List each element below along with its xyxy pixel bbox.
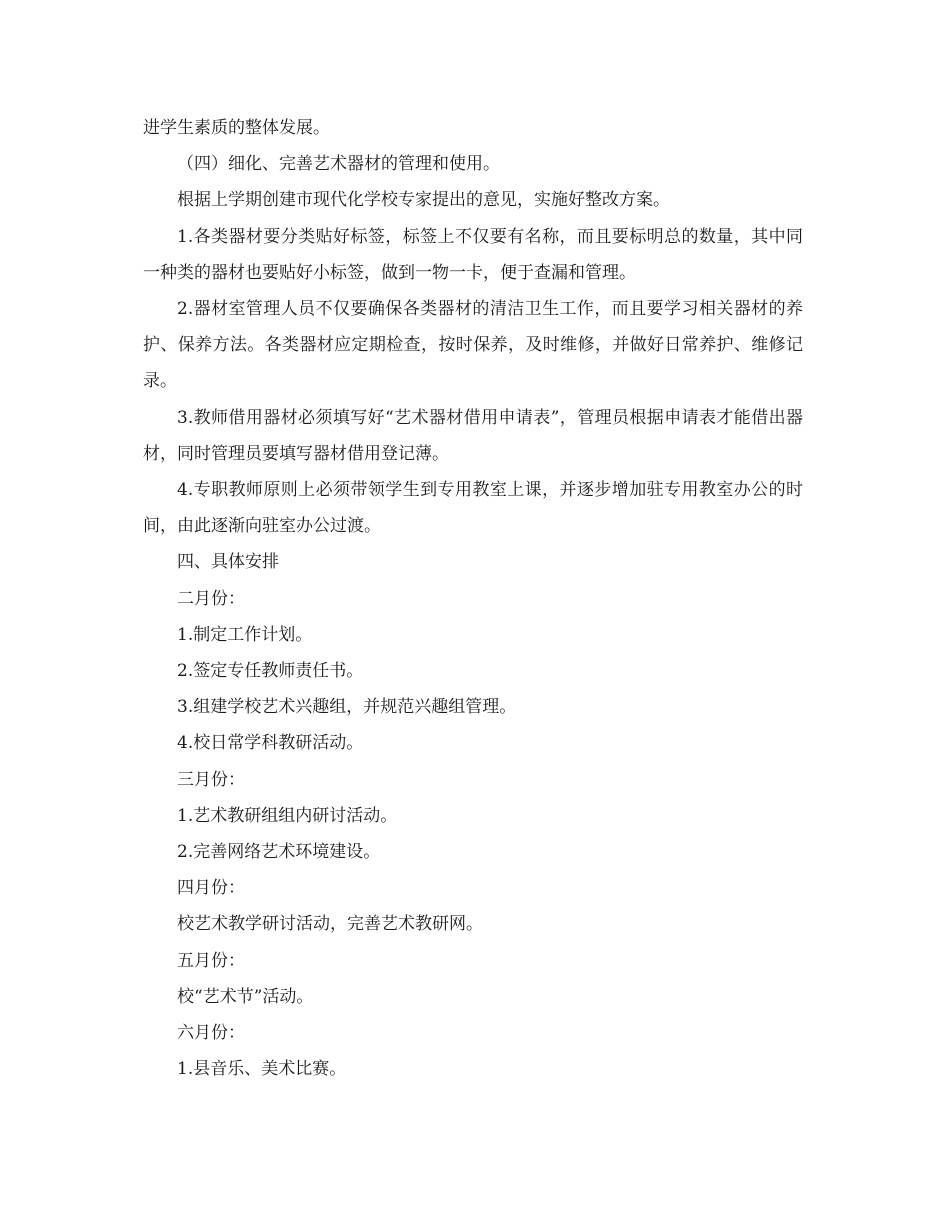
list-item-labels: 1.各类器材要分类贴好标签，标签上不仅要有名称，而且要标明总的数量，其中同一种类的器材也要贴好小标签，做到一物一卡，便于查漏和管理。 bbox=[143, 226, 803, 283]
list-item: 校“艺术节”活动。 bbox=[177, 986, 314, 1007]
month-heading-march: 三月份： bbox=[177, 769, 245, 790]
list-item-teachers: 4.专职教师原则上必须带领学生到专用教室上课，并逐步增加驻专用教室办公的时间，由此逐渐向驻室办公过渡。 bbox=[143, 480, 803, 537]
month-heading-june: 六月份： bbox=[177, 1023, 245, 1044]
month-heading-february: 二月份： bbox=[177, 588, 245, 609]
paragraph-continuation: 进学生素质的整体发展。 bbox=[143, 118, 330, 138]
month-heading-may: 五月份： bbox=[177, 950, 245, 971]
section-heading-equipment: （四）细化、完善艺术器材的管理和使用。 bbox=[177, 154, 500, 175]
month-heading-april: 四月份： bbox=[177, 878, 245, 899]
paragraph-rectification-plan: 根据上学期创建市现代化学校专家提出的意见，实施好整改方案。 bbox=[177, 190, 670, 211]
list-item: 1.艺术教研组组内研讨活动。 bbox=[177, 805, 398, 826]
list-item: 4.校日常学科教研活动。 bbox=[177, 733, 364, 754]
list-item-borrowing: 3.教师借用器材必须填写好“艺术器材借用申请表”，管理员根据申请表才能借出器材，同时管理员要填写器材借用登记薄。 bbox=[143, 407, 803, 464]
list-item: 1.县音乐、美术比赛。 bbox=[177, 1059, 347, 1080]
list-item: 3.组建学校艺术兴趣组，并规范兴趣组管理。 bbox=[177, 697, 517, 718]
list-item: 2.完善网络艺术环境建设。 bbox=[177, 842, 381, 863]
list-item: 2.签定专任教师责任书。 bbox=[177, 661, 364, 682]
section-heading-schedule: 四、具体安排 bbox=[177, 552, 279, 573]
list-item: 1.制定工作计划。 bbox=[177, 624, 313, 645]
list-item-maintenance: 2.器材室管理人员不仅要确保各类器材的清洁卫生工作，而且要学习相关器材的养护、保养方法。各类器材应定期检查，按时保养，及时维修，并做好日常养护、维修记录。 bbox=[143, 299, 803, 392]
document-body bbox=[143, 110, 803, 1087]
list-item: 校艺术教学研讨活动，完善艺术教研网。 bbox=[177, 914, 483, 935]
